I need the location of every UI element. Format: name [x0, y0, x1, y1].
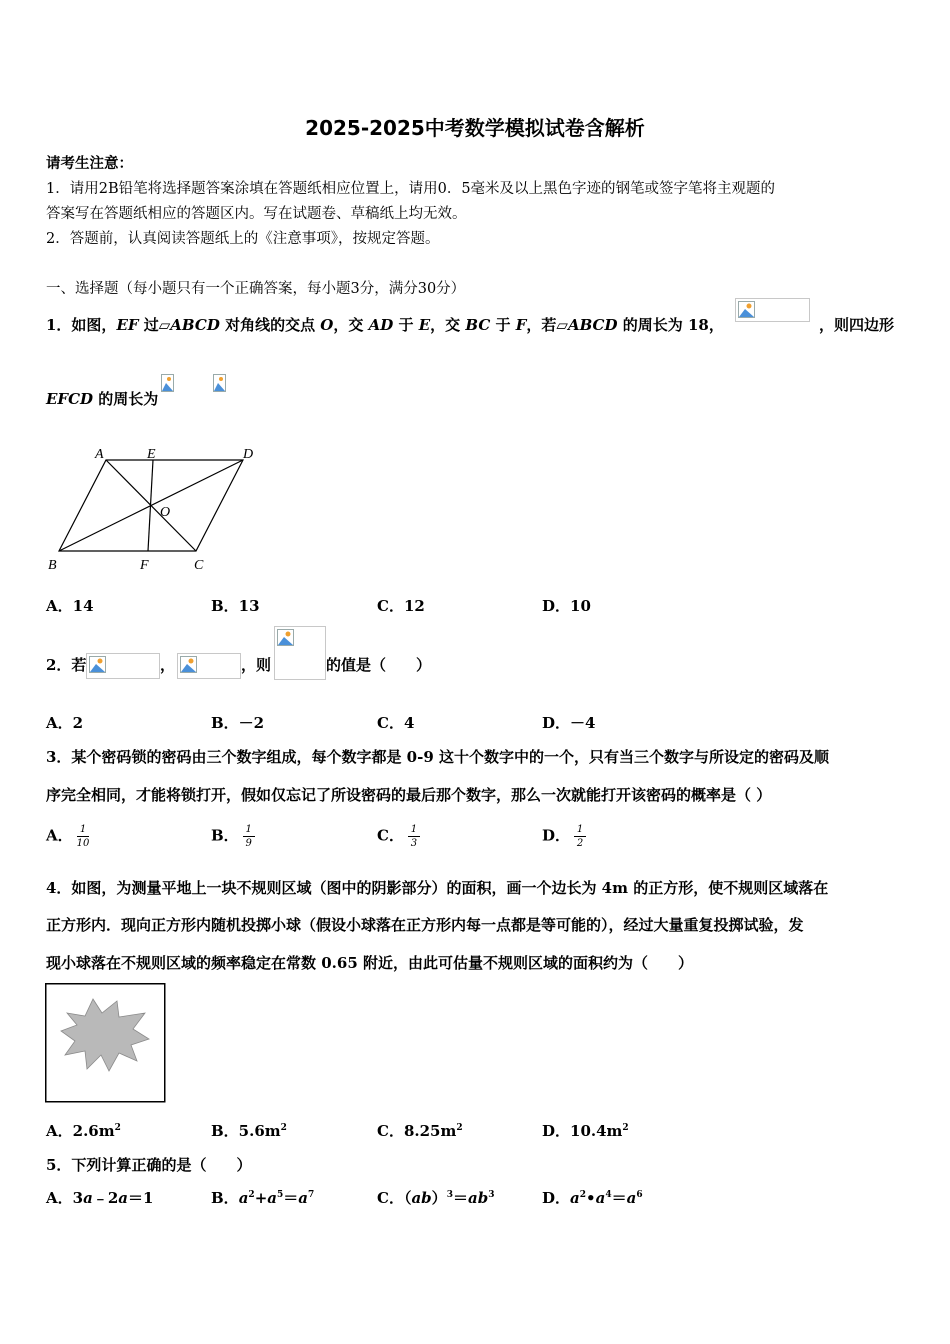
question-1-stem: 1．如图，EF 过▱ABCD 对角线的交点 O，交 AD 于 E，交 BC 于 F，若▱ABCD 的周长为 18，	[46, 316, 724, 334]
q5-option-c: C．$(ab)^3=ab^3$	[377, 1189, 495, 1207]
notice-line-2: 答案写在答题纸相应的答题区内。写在试题卷、草稿纸上均无效。	[46, 206, 467, 222]
broken-image-icon	[161, 374, 174, 396]
question-4-line-1: 4．如图，为测量平地上一块不规则区域（图中的阴影部分）的面积，画一个边长为 4m 的正方形，使不规则区域落在	[46, 879, 829, 897]
notice-line-1: 1．请用2B铅笔将选择题答案涂填在答题纸相应位置上，请用0．5毫米及以上黑色字迹的钢笔或签字笔将主观题的	[46, 181, 776, 197]
question-3-line-2: 序完全相同，才能将锁打开，假如仅忘记了所设密码的最后那个数字，那么一次就能打开该密码的概率是（ ）	[46, 786, 772, 804]
q2-option-a: A．2	[46, 714, 84, 732]
q1-option-a: A．14	[46, 597, 94, 615]
question-2-comma-2: ，则	[241, 656, 272, 674]
question-2-suffix: 的值是（ ）	[326, 656, 432, 674]
q5-option-a: A．3a﹣2a＝1	[46, 1189, 154, 1207]
page-title: 2025-2025中考数学模拟试卷含解析	[305, 116, 645, 140]
q3-option-b: B． $\frac{1}{9}$	[211, 824, 255, 849]
q5-option-b: B．$a^2+a^5=a^7$	[211, 1189, 315, 1207]
label-O: O	[160, 505, 171, 520]
parallelogram-figure	[40, 440, 270, 575]
label-A: A	[95, 447, 104, 462]
q4-option-b: B．$5.6m^2$	[211, 1122, 287, 1140]
q5-option-d: D．$a^2•a^4=a^6$	[542, 1189, 643, 1207]
q3-option-d: D． $\frac{1}{2}$	[542, 824, 586, 849]
question-4-line-3: 现小球落在不规则区域的频率稳定在常数 0.65 附近，由此可估量不规则区域的面积约为（ ）	[46, 954, 693, 972]
label-E: E	[147, 447, 156, 462]
q2-option-d: D．－4	[542, 714, 596, 732]
q4-option-d: D．$10.4m^2$	[542, 1122, 629, 1140]
question-1-line-2: EFCD 的周长为	[46, 390, 159, 408]
q1-option-c: C．12	[377, 597, 425, 615]
notice-heading: 请考生注意：	[46, 155, 133, 172]
label-B: B	[48, 558, 57, 573]
broken-image-icon	[213, 374, 226, 396]
label-C: C	[194, 558, 204, 573]
q1-option-b: B．13	[211, 597, 260, 615]
question-3-line-1: 3．某个密码锁的密码由三个数字组成，每个数字都是 0-9 这十个数字中的一个，只有当三个数字与所设定的密码及顺	[46, 748, 829, 766]
broken-image-icon	[177, 653, 241, 679]
question-4-line-2: 正方形内．现向正方形内随机投掷小球（假设小球落在正方形内每一点都是等可能的），经过大量重复投掷试验，发	[46, 916, 804, 934]
q2-option-c: C．4	[377, 714, 415, 732]
question-5-stem: 5．下列计算正确的是（ ）	[46, 1156, 252, 1174]
q3-option-a: A． $\frac{1}{10}$	[46, 824, 90, 849]
label-D: D	[243, 447, 254, 462]
q3-option-c: C． $\frac{1}{3}$	[377, 824, 420, 849]
q4-option-a: A．$2.6m^2$	[46, 1122, 121, 1140]
label-F: F	[140, 558, 149, 573]
notice-line-3: 2．答题前，认真阅读答题纸上的《注意事项》，按规定答题。	[46, 231, 440, 247]
q1-option-d: D．10	[542, 597, 591, 615]
q2-option-b: B．－2	[211, 714, 265, 732]
square-region-figure	[45, 983, 166, 1103]
broken-image-icon	[86, 653, 160, 679]
question-1-stem-end: ，则四边形	[819, 316, 895, 334]
question-2-comma-1: ，	[160, 656, 176, 674]
q4-option-c: C．$8.25m^2$	[377, 1122, 463, 1140]
broken-image-icon	[274, 626, 326, 680]
question-2-prefix: 2．若	[46, 656, 87, 674]
section-heading: 一、选择题（每小题只有一个正确答案，每小题3分，满分30分）	[46, 281, 466, 297]
broken-image-icon	[735, 298, 810, 322]
